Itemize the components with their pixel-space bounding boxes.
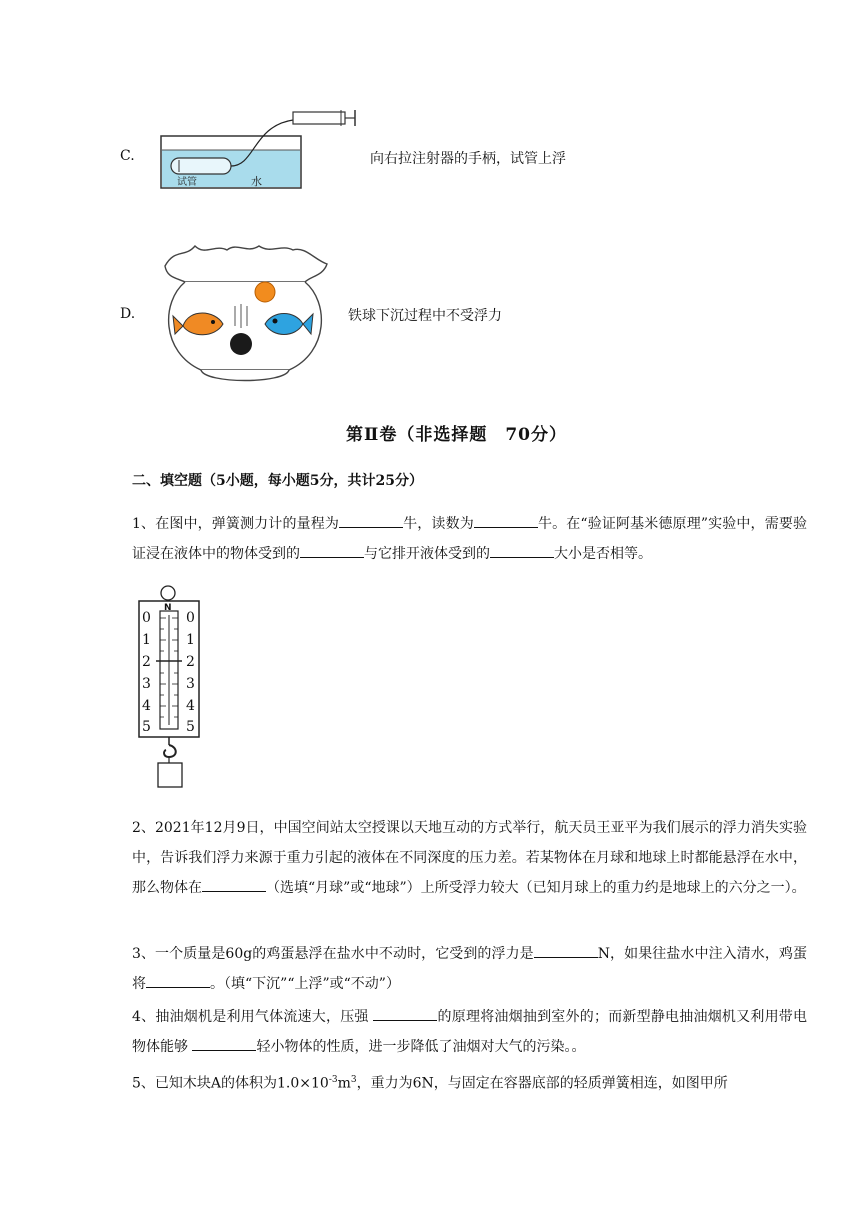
left-tick-label: 0 bbox=[142, 610, 151, 626]
option-d-letter: D. bbox=[120, 306, 136, 322]
left-tick-label: 4 bbox=[142, 698, 151, 714]
blank[interactable] bbox=[146, 973, 210, 988]
figure-label-tube: 试管 bbox=[177, 177, 197, 188]
question-2: 2、2021年12月9日，中国空间站太空授课以天地互动的方式举行，航天员王亚平为我们展示的浮力消失实验中，告诉我们浮力来源于重力引起的液体在不同深度的压力差。若某物体在月球和地球上时都能悬浮在水中，那么物体在 （选填“月球”或“地球”）上所受浮力较大（已知月球上的重力约是地球上的六分之一）。 bbox=[132, 820, 807, 896]
left-tick-label: 1 bbox=[142, 632, 151, 648]
question-5: 5、已知木块A的体积为$1.0\times 10^{-3}m^3$，重力为6N，与固定在容器底部的轻质弹簧相连，如图甲所 bbox=[132, 1075, 728, 1092]
fishbowl-figure bbox=[155, 238, 335, 390]
blank[interactable] bbox=[474, 513, 538, 528]
left-tick-label: 3 bbox=[142, 676, 151, 692]
part-2-title: 二、填空题（5小题，每小题5分，共计25分） bbox=[132, 473, 423, 489]
figure-label-water: 水 bbox=[251, 175, 262, 188]
right-tick-label: 3 bbox=[186, 676, 195, 692]
blank[interactable] bbox=[373, 1006, 437, 1021]
blank[interactable] bbox=[202, 877, 266, 892]
blank[interactable] bbox=[192, 1036, 256, 1051]
spring-scale-figure bbox=[136, 585, 204, 793]
section-title: 第Ⅱ卷（非选择题 70分） bbox=[346, 425, 567, 445]
right-tick-label: 4 bbox=[186, 698, 195, 714]
left-tick-label: 2 bbox=[142, 654, 151, 670]
right-tick-label: 5 bbox=[186, 719, 195, 735]
blank[interactable] bbox=[339, 513, 403, 528]
option-d-text: 铁球下沉过程中不受浮力 bbox=[348, 308, 502, 324]
right-tick-label: 1 bbox=[186, 632, 195, 648]
option-c-text: 向右拉注射器的手柄，试管上浮 bbox=[370, 151, 566, 167]
blank[interactable] bbox=[534, 943, 598, 958]
question-3: 3、一个质量是60g的鸡蛋悬浮在盐水中不动时，它受到的浮力是 N，如果往盐水中注入清水，鸡蛋将 。（填“下沉”“上浮”或“不动”） bbox=[132, 939, 807, 999]
question-4: 4、抽油烟机是利用气体流速大，压强 的原理将油烟抽到室外的；而新型静电抽油烟机又利用带电物体能够 轻小物体的性质，进一步降低了油烟对大气的污染。。 bbox=[132, 1002, 807, 1062]
option-c-letter: C. bbox=[120, 148, 135, 164]
scale-unit: N bbox=[164, 603, 172, 613]
right-tick-label: 0 bbox=[186, 610, 195, 626]
blank[interactable] bbox=[300, 543, 364, 558]
blank[interactable] bbox=[490, 543, 554, 558]
left-tick-label: 5 bbox=[142, 719, 151, 735]
question-1: 1、在图中，弹簧测力计的量程为 牛，读数为 牛。在“验证阿基米德原理”实验中，需要验证浸在液体中的物体受到的 与它排开液体受到的 大小是否相等。 bbox=[132, 509, 807, 569]
right-tick-label: 2 bbox=[186, 654, 195, 670]
syringe-test-tube-figure bbox=[155, 106, 365, 192]
